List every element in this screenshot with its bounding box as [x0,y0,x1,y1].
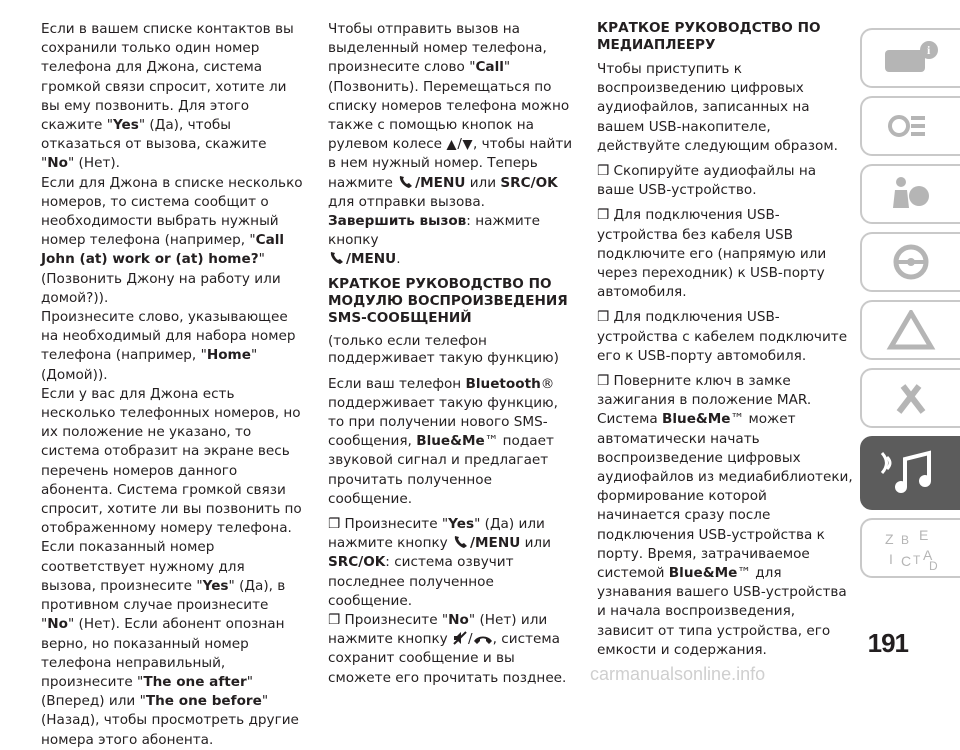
text: ™ для узнавания вашего USB-устройства и начала воспроизведения, зависит от типа устройства, его емкости и содержания. [597,565,847,658]
car-info-icon [879,38,943,78]
keyword-yes: Yes [202,577,229,594]
keyword-the-one-after: The one after [143,673,247,690]
text: поддерживает такую функцию, то при получении нового SMS-сообщения, [328,394,558,450]
bullet-item [597,372,853,660]
text: ❒ Произнесите " [328,516,449,533]
chapter-tabs [860,28,960,586]
text: " (Да), в противном случае произнесите " [41,577,286,633]
paragraph [41,20,303,174]
text: ❒ Поверните ключ в замке зажигания в положение MAR. Система [597,373,812,428]
phone-call-icon [328,250,346,266]
paragraph: Чтобы приступить к воспроизведению цифровых аудиофайлов, записанных на вашем USB-накопителе, действуйте следующим образом. [597,61,838,154]
text: ® [540,375,555,392]
paragraph [328,375,576,509]
keyword-call-john: Call John (at) work or (at) home? [41,232,285,268]
tab-car-info[interactable] [860,28,960,88]
column-2 [328,20,576,688]
page-number: 191 [867,628,908,658]
keyword-end-call: Завершить вызов [328,213,467,230]
keyword-no: No [47,155,68,172]
mute-icon [452,630,468,646]
text: / [457,136,462,153]
tab-maintenance[interactable] [860,368,960,428]
text: : система озвучит последнее полученное сообщение. [328,554,514,609]
text: " (Домой)). [41,347,258,383]
svg-text:T: T [913,553,921,567]
keyword-blue-me: Blue&Me [662,411,731,428]
section-heading-media-player: КРАТКОЕ РУКОВОДСТВО ПО МЕДИАПЛЕЕРУ [597,20,821,53]
svg-text:A: A [923,547,933,563]
keyword-menu: /MENU [415,174,466,191]
warning-triangle-icon [879,310,943,350]
keyword-menu: /MENU [470,535,521,552]
text: Если у вас для Джона есть несколько телефонных номеров, но их положение не указано, то система отобразит на экране весь перечень номеров данного абонента. Система громкой связи спросит, хотите ли вы позвонить по отображенному номеру телефона. Если показанный номер соответствует нужному для вызова, произнесите " [41,385,302,594]
text: " (Да) или нажмите кнопку [328,516,545,552]
text: Если ваш телефон [328,375,466,392]
keyword-bluetooth: Bluetooth [465,375,541,392]
text: " (Назад), чтобы просмотреть другие номера этого абонента. [41,693,299,748]
airbag-icon [879,174,943,214]
keyword-yes: Yes [448,516,475,533]
text: " (Нет). Если абонент опознан верно, но показанный номер телефона неправильный, произнесите " [41,616,285,690]
text: Чтобы отправить вызов на выделенный номер телефона, произнесите слово " [328,21,547,76]
text: " (Позвонить). Перемещаться по списку номеров телефона можно также с помощью кнопок на рулевом колесе [328,59,570,153]
hang-up-icon [473,634,493,646]
column-1 [41,20,303,750]
column-3 [597,20,853,666]
tab-multimedia[interactable] [860,436,960,510]
text: Произнесите слово, указывающее на необходимый для набора номер телефона (например, " [41,309,296,364]
text: " (Позвонить Джону на работу или домой?)). [41,251,281,306]
tab-safety[interactable] [860,164,960,224]
bullet-item: ❒ Для подключения USB-устройства с кабелем подключите его к USB-порту автомобиля. [597,309,848,364]
svg-text:C: C [901,553,912,569]
svg-text:I: I [889,551,893,567]
text: Если для Джона в списке несколько номеров, то система сообщит о необходимости выбрать нужный номер телефона (например, " [41,174,303,249]
keyword-no: No [47,616,68,633]
keyword-the-one-before: The one before [145,693,262,710]
tab-index[interactable] [860,518,960,578]
bullet-item [328,611,576,688]
svg-text:i: i [927,43,931,57]
keyword-menu: /MENU [346,251,397,268]
section-subheading: (только если телефон поддерживает такую функцию) [328,332,559,366]
light-signals-icon [879,106,943,146]
bullet-item: ❒ Скопируйте аудиофайлы на ваше USB-устройство. [597,163,817,199]
text: " (Да), чтобы отказаться от вызова, скажите " [41,117,267,172]
keyword-src-ok: SRC/OK [500,174,558,191]
section-heading-sms: КРАТКОЕ РУКОВОДСТВО ПО МОДУЛЮ ВОСПРОИЗВЕДЕНИЯ SMS-СООБЩЕНИЙ [328,275,568,326]
svg-text:Z: Z [885,531,894,547]
keyword-src-ok: SRC/OK [328,554,386,571]
keyword-home: Home [206,347,251,364]
text: " (Вперед) или " [41,673,253,710]
paragraph [41,385,303,750]
text: " (Нет). [67,155,120,172]
bullet-item: ❒ Для подключения USB-устройства без кабеля USB подключите его (напрямую или через переходник) к USB-порту автомобиля. [597,207,827,301]
phone-call-icon [397,174,415,190]
paragraph [328,20,576,212]
text: " (Нет) или нажмите кнопку [328,612,548,648]
text: ™ может автоматически начать воспроизведение цифровых аудиофайлов из медиабиблиотеки, формирование которой начинается сразу после подключения USB-устройства к порту. Время, затрачиваемое системой [597,411,853,582]
text: для отправки вызова. [328,193,485,210]
watermark: carmanualsonline.info [590,664,766,684]
svg-text:E: E [919,527,929,543]
text: ❒ Произнесите " [328,612,449,629]
tab-driving[interactable] [860,232,960,292]
arrow-down-icon [462,139,473,151]
keyword-blue-me: Blue&Me [668,565,738,582]
text: , чтобы найти в нем нужный номер. Теперь нажмите [328,136,573,191]
arrow-up-icon [446,139,457,151]
text: / [468,631,473,648]
paragraph [328,212,576,270]
steering-wheel-icon [879,242,943,282]
text: ™ подает звуковой сигнал и предлагает прочитать полученное сообщение. [328,433,554,507]
bullet-item [328,515,576,611]
text: или [520,535,551,552]
tools-icon [879,378,943,418]
text: , система сохранит сообщение и вы сможете его прочитать позднее. [328,631,567,686]
text: : нажмите кнопку [328,213,541,249]
paragraph [41,174,303,308]
paragraph [41,308,303,385]
alphabet-index-icon [879,524,943,572]
phone-call-icon [452,534,470,550]
svg-text:D: D [929,559,938,572]
svg-text:B: B [901,533,910,547]
tab-signals[interactable] [860,96,960,156]
media-note-icon [879,447,943,499]
keyword-call: Call [475,59,504,76]
text: или [465,174,501,191]
text: . [396,251,401,268]
keyword-blue-me: Blue&Me [416,433,485,450]
keyword-yes: Yes [112,117,139,134]
keyword-no: No [448,612,469,629]
text: Если в вашем списке контактов вы сохранили только один номер телефона для Джона, система громкой связи спросит, хотите ли вы ему позвонить. Для этого скажите " [41,21,294,134]
tab-emergency[interactable] [860,300,960,360]
